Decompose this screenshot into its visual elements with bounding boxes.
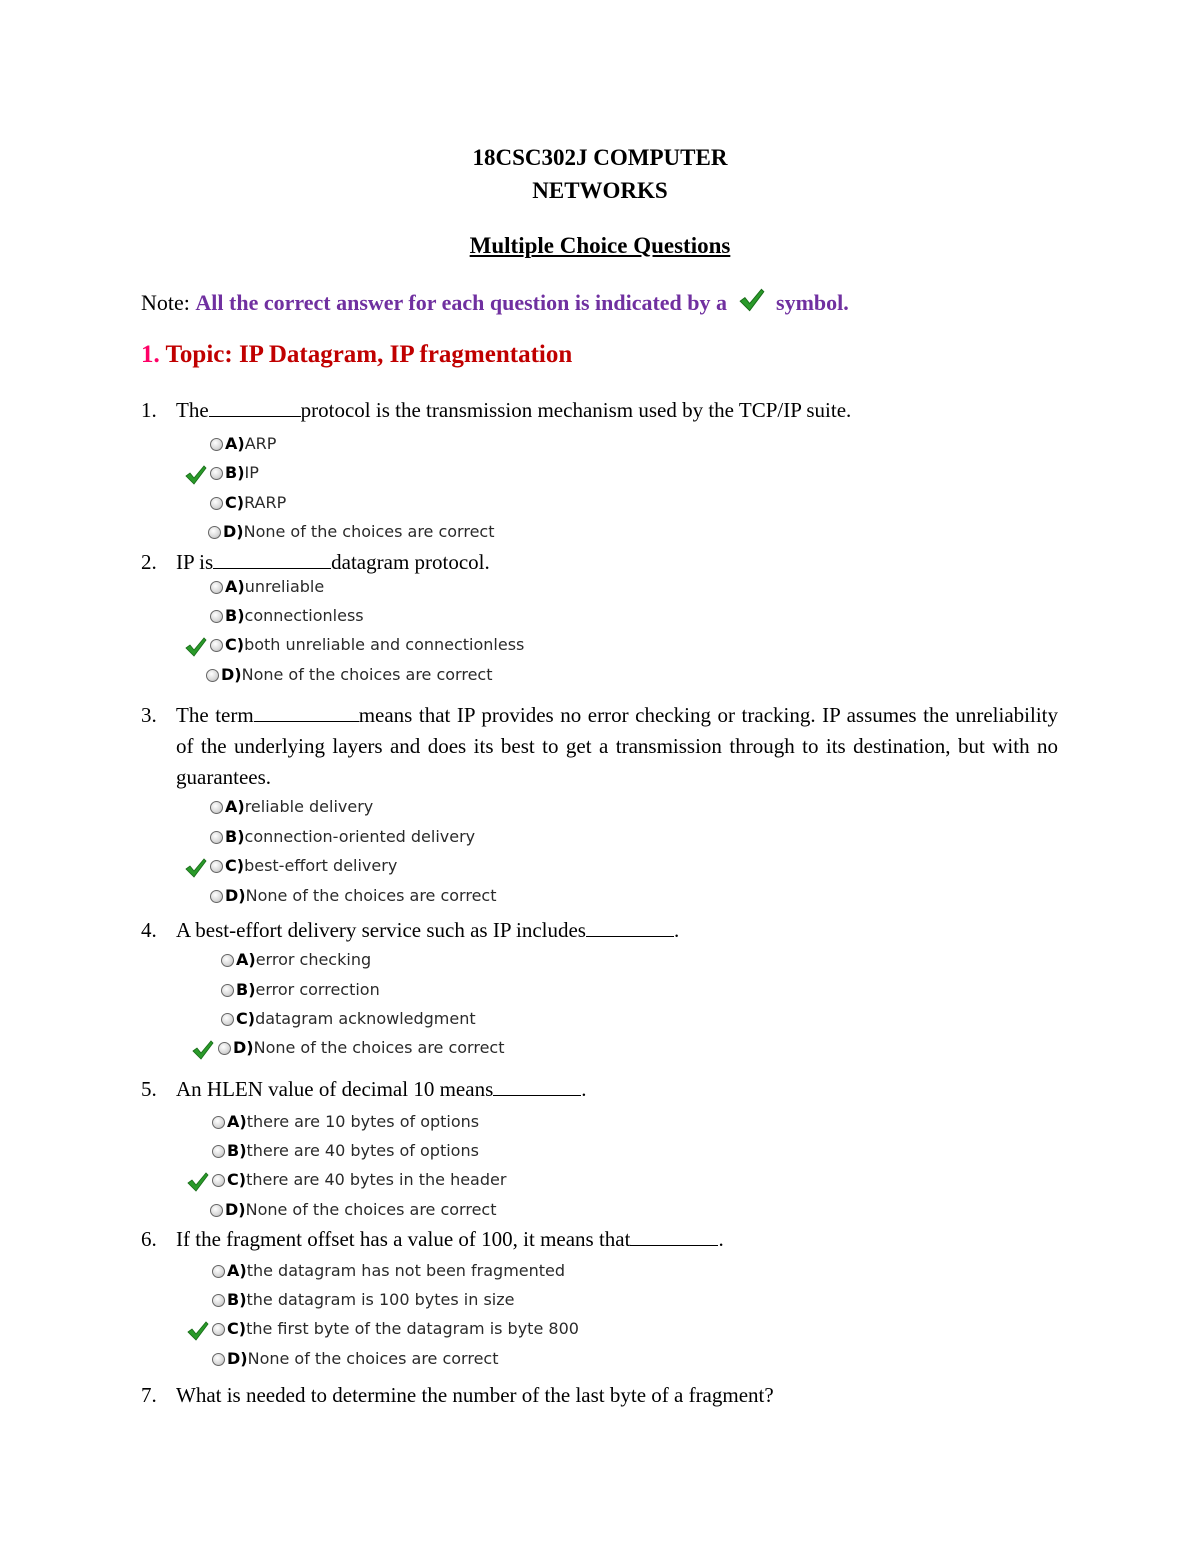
radio-icon[interactable] — [212, 1265, 225, 1278]
question-number: 5. — [141, 1077, 157, 1101]
topic-heading — [141, 341, 572, 369]
question-number: 7. — [141, 1383, 157, 1407]
option-b[interactable]: B)the datagram is 100 bytes in size — [212, 1290, 514, 1310]
question-number: 6. — [141, 1227, 157, 1251]
radio-icon[interactable] — [210, 801, 223, 814]
radio-icon[interactable] — [212, 1116, 225, 1129]
answer-blank — [630, 1227, 718, 1246]
radio-icon[interactable] — [210, 497, 223, 510]
option-d[interactable]: D)None of the choices are correct — [208, 522, 495, 542]
option-d[interactable]: D)None of the choices are correct — [206, 665, 493, 685]
option-d[interactable]: D)None of the choices are correct — [218, 1038, 505, 1058]
question-text — [176, 398, 851, 423]
option-c[interactable]: C)both unreliable and connectionless — [210, 635, 524, 655]
option-b[interactable]: B)IP — [210, 463, 259, 483]
question-text-after: . — [581, 1077, 587, 1101]
radio-icon[interactable] — [212, 1145, 225, 1158]
answer-blank — [213, 550, 331, 569]
radio-icon[interactable] — [221, 954, 234, 967]
option-b[interactable]: B)error correction — [221, 980, 380, 1000]
radio-icon[interactable] — [210, 467, 223, 480]
radio-icon[interactable] — [210, 581, 223, 594]
note-line — [141, 288, 849, 316]
question-text-after: means that IP provides no error checking or tracking. IP assumes the unreliability of the underlying layers and does its best to get a transmission through to its destination, but with no guarantees. — [176, 703, 1058, 789]
question-text-after: . — [718, 1227, 724, 1251]
question-number: 1. — [141, 398, 157, 422]
note-suffix: symbol. — [776, 290, 849, 315]
answer-blank — [586, 918, 674, 937]
radio-icon[interactable] — [206, 669, 219, 682]
option-a[interactable]: A)reliable delivery — [210, 797, 373, 817]
question-text-before: The — [176, 398, 209, 422]
question-text-after: datagram protocol. — [331, 550, 490, 574]
section-subtitle: Multiple Choice Questions — [469, 233, 731, 258]
radio-icon[interactable] — [221, 1013, 234, 1026]
option-c[interactable]: C)there are 40 bytes in the header — [212, 1170, 506, 1190]
answer-blank — [254, 703, 359, 722]
radio-icon[interactable] — [210, 639, 223, 652]
option-a[interactable]: A)error checking — [221, 950, 371, 970]
course-title-line1: 18CSC302J COMPUTER — [472, 145, 728, 170]
radio-icon[interactable] — [212, 1323, 225, 1336]
option-a[interactable]: A)the datagram has not been fragmented — [212, 1261, 565, 1281]
answer-blank — [493, 1077, 581, 1096]
correct-answer-checkmark-icon — [185, 858, 207, 878]
correct-answer-checkmark-icon — [185, 637, 207, 657]
option-a[interactable]: A)there are 10 bytes of options — [212, 1112, 479, 1132]
question-text — [176, 1077, 587, 1102]
question-number: 4. — [141, 918, 157, 942]
option-d[interactable]: D)None of the choices are correct — [212, 1349, 499, 1369]
radio-icon[interactable] — [212, 1353, 225, 1366]
question-text-before: If the fragment offset has a value of 100, it means that — [176, 1227, 631, 1251]
question-text-before: An HLEN value of decimal 10 means — [176, 1077, 494, 1101]
radio-icon[interactable] — [212, 1174, 225, 1187]
question-text — [176, 700, 1058, 793]
radio-icon[interactable] — [210, 438, 223, 451]
option-c[interactable]: C)RARP — [210, 493, 286, 513]
option-b[interactable]: B)there are 40 bytes of options — [212, 1141, 479, 1161]
note-text: All the correct answer for each question is indicated by a — [195, 290, 728, 315]
correct-answer-checkmark-icon — [185, 465, 207, 485]
option-b[interactable]: B)connection-oriented delivery — [210, 827, 475, 847]
question-text-before: IP is — [176, 550, 214, 574]
answer-blank — [209, 398, 301, 417]
question-text — [176, 550, 490, 575]
radio-icon[interactable] — [221, 984, 234, 997]
correct-answer-checkmark-icon — [187, 1321, 209, 1341]
option-c[interactable]: C)best-effort delivery — [210, 856, 397, 876]
radio-icon[interactable] — [210, 1204, 223, 1217]
radio-icon[interactable] — [218, 1042, 231, 1055]
topic-number: 1. — [141, 341, 160, 368]
checkmark-icon — [739, 288, 765, 312]
question-text-before: What is needed to determine the number of the last byte of a fragment? — [176, 1383, 774, 1407]
question-text-after: . — [673, 918, 680, 942]
question-text — [176, 1383, 774, 1408]
question-text — [176, 918, 679, 943]
radio-icon[interactable] — [212, 1294, 225, 1307]
option-a[interactable]: A)ARP — [210, 434, 276, 454]
topic-text: Topic: IP Datagram, IP fragmentation — [159, 341, 573, 368]
radio-icon[interactable] — [210, 860, 223, 873]
option-a[interactable]: A)unreliable — [210, 577, 324, 597]
option-d[interactable]: D)None of the choices are correct — [210, 886, 497, 906]
question-text-before: The term — [176, 703, 254, 727]
radio-icon[interactable] — [210, 610, 223, 623]
option-c[interactable]: C)datagram acknowledgment — [221, 1009, 476, 1029]
option-d[interactable]: D)None of the choices are correct — [210, 1200, 497, 1220]
course-title-line2: NETWORKS — [532, 178, 668, 203]
question-number: 3. — [141, 703, 157, 727]
radio-icon[interactable] — [210, 890, 223, 903]
question-text-after: protocol is the transmission mechanism used by the TCP/IP suite. — [300, 398, 852, 422]
correct-answer-checkmark-icon — [192, 1040, 214, 1060]
radio-icon[interactable] — [210, 831, 223, 844]
question-text — [176, 1227, 724, 1252]
correct-answer-checkmark-icon — [187, 1172, 209, 1192]
question-text-before: A best-effort delivery service such as IP includes — [176, 918, 586, 942]
question-number: 2. — [141, 550, 157, 574]
option-b[interactable]: B)connectionless — [210, 606, 364, 626]
option-c[interactable]: C)the first byte of the datagram is byte 800 — [212, 1319, 579, 1339]
radio-icon[interactable] — [208, 526, 221, 539]
note-prefix: Note: — [141, 290, 196, 315]
